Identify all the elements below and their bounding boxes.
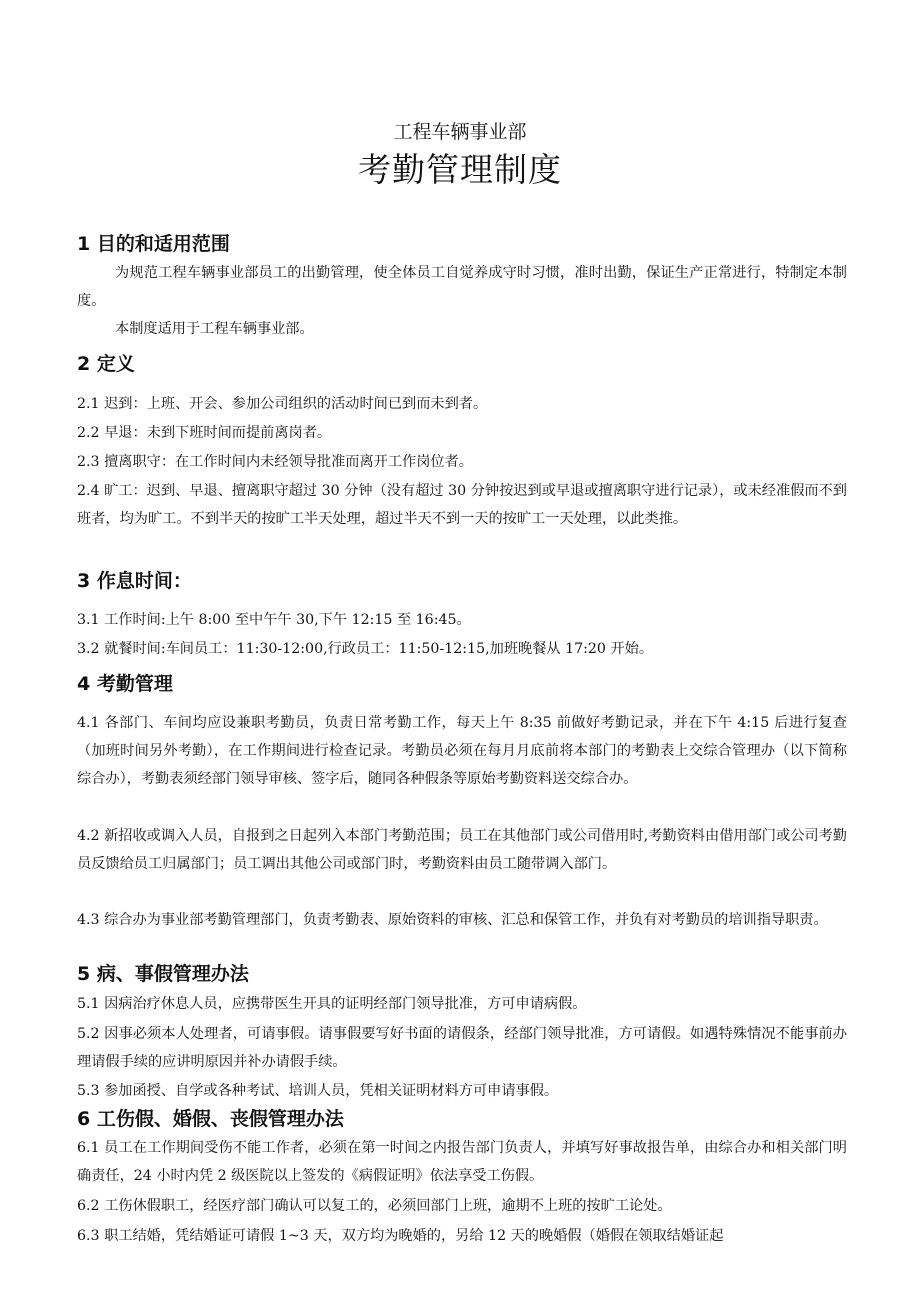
clause-2-1: 2.1 迟到：上班、开会、参加公司组织的活动时间已到而未到者。 [77, 396, 488, 412]
section-1-paragraph-1: 为规范工程车辆事业部员工的出勤管理，使全体员工自觉养成守时习惯，准时出勤，保证生产正常进行，特制定本制度。 [77, 265, 847, 309]
clause-5-1: 5.1 因病治疗休息人员，应携带医生开具的证明经部门领导批准，方可申请病假。 [77, 996, 587, 1012]
section-2-heading: 2 定义 [77, 353, 135, 375]
clause-5-2: 5.2 因事必须本人处理者，可请事假。请事假要写好书面的请假条，经部门领导批准，方可请假。如遇特殊情况不能事前办理请假手续的应讲明原因并补办请假手续。 [77, 1026, 847, 1070]
clause-4-2: 4.2 新招收或调入人员，自报到之日起列入本部门考勤范围；员工在其他部门或公司借用时,考勤资料由借用部门或公司考勤员反馈给员工归属部门；员工调出其他公司或部门时，考勤资料由员工随带调入部门。 [77, 828, 847, 872]
clause-4-3: 4.3 综合办为事业部考勤管理部门，负责考勤表、原始资料的审核、汇总和保管工作，并负有对考勤员的培训指导职责。 [77, 912, 828, 928]
clause-6-3: 6.3 职工结婚，凭结婚证可请假 1~3 天，双方均为晚婚的，另给 12 天的晚婚假（婚假在领取结婚证起 [77, 1228, 724, 1244]
section-1-heading: 1 目的和适用范围 [77, 233, 230, 255]
clause-2-4: 2.4 旷工：迟到、早退、擅离职守超过 30 分钟（没有超过 30 分钟按迟到或早退或擅离职守进行记录），或未经准假而不到班者，均为旷工。不到半天的按旷工半天处理，超过半天不到一天的按旷工一天处理，以此类推。 [77, 483, 847, 527]
clause-6-2: 6.2 工伤休假职工，经医疗部门确认可以复工的，必须回部门上班，逾期不上班的按旷工论处。 [77, 1198, 672, 1214]
clause-4-1: 4.1 各部门、车间均应设兼职考勤员，负责日常考勤工作，每天上午 8:35 前做好考勤记录，并在下午 4:15 后进行复查（加班时间另外考勤），在工作期间进行检查记录。考勤员必须在每月月底前将本部门的考勤表上交综合管理办（以下简称综合办），考勤表须经部门领导审核、签字后，随同各种假条等原始考勤资料送交综合办。 [77, 715, 847, 787]
section-5-heading: 5 病、事假管理办法 [77, 963, 249, 985]
clause-5-3: 5.3 参加函授、自学或各种考试、培训人员，凭相关证明材料方可申请事假。 [77, 1083, 559, 1099]
section-4-heading: 4 考勤管理 [77, 673, 173, 695]
clause-6-1: 6.1 员工在工作期间受伤不能工作者，必须在第一时间之内报告部门负责人，并填写好事故报告单，由综合办和相关部门明确责任，24 小时内凭 2 级医院以上签发的《病假证明》依法享受工伤假。 [77, 1140, 847, 1184]
clause-3-2: 3.2 就餐时间:车间员工：11:30-12:00,行政员工：11:50-12:15,加班晚餐从 17:20 开始。 [77, 641, 654, 657]
clause-3-1: 3.1 工作时间:上午 8:00 至中午午 30,下午 12:15 至 16:45。 [77, 612, 471, 628]
section-3-heading: 3 作息时间： [77, 570, 192, 592]
section-6-heading: 6 工伤假、婚假、丧假管理办法 [77, 1108, 344, 1130]
section-1-paragraph-2: 本制度适用于工程车辆事业部。 [115, 321, 314, 337]
clause-2-2: 2.2 早退：未到下班时间而提前离岗者。 [77, 425, 332, 441]
clause-2-3: 2.3 擅离职守：在工作时间内未经领导批准而离开工作岗位者。 [77, 454, 473, 470]
document-title: 考勤管理制度 [358, 150, 562, 189]
department-name: 工程车辆事业部 [393, 121, 527, 143]
